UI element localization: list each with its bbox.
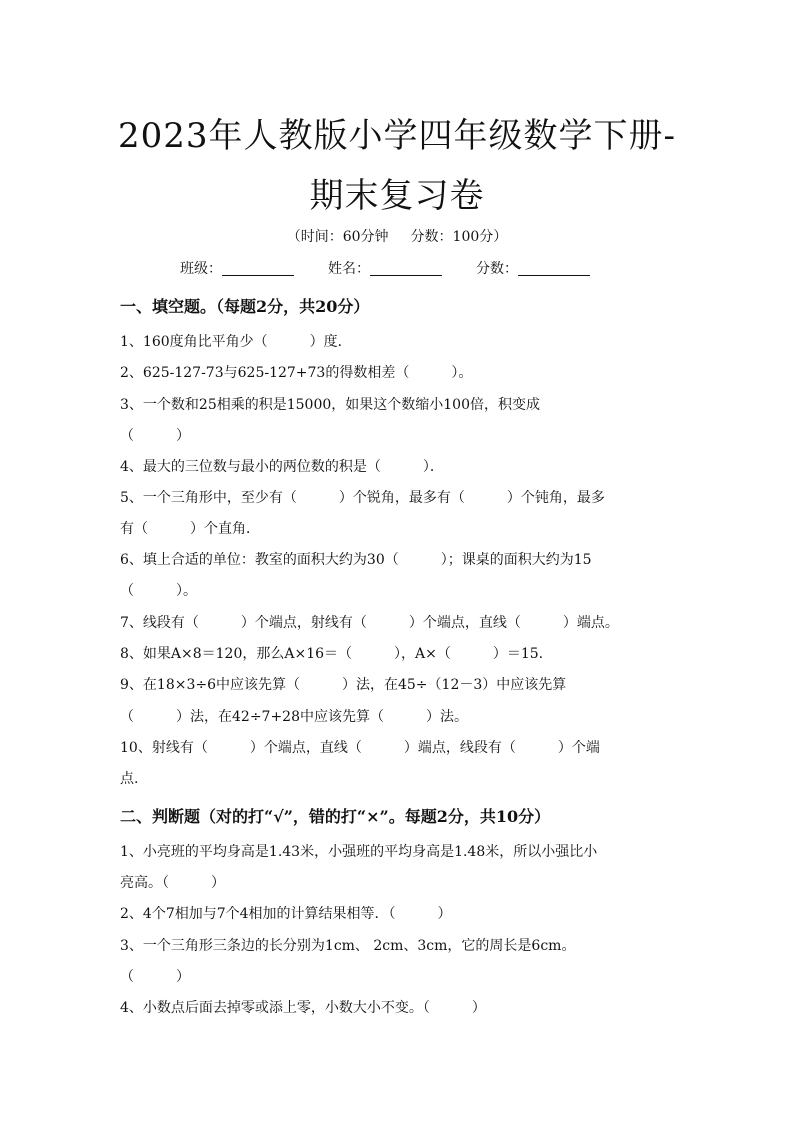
fill-line-7: 有（ ）个直角． <box>120 521 260 537</box>
judge-line-6: 4、小数点后面去掉零或添上零，小数大小不变。（ ） <box>120 1000 486 1016</box>
time-score-note <box>0 226 794 246</box>
section-judge-heading: 二、判断题（对的打“√”，错的打“×”。每题2分，共10分） <box>120 807 551 826</box>
fill-line-4: （ ） <box>120 428 190 444</box>
score-note: 分数：100分） <box>410 229 508 245</box>
name-label: 姓名： <box>328 261 370 277</box>
fill-line-12: 9、在18×3÷6中应该先算（ ）法，在45÷（12－3）中应该先算 <box>120 677 567 693</box>
fill-line-9: （ ）。 <box>120 583 197 599</box>
fill-line-5: 4、最大的三位数与最小的两位数的积是（ ）． <box>120 459 444 475</box>
fill-line-1: 1、160度角比平角少（ ）度． <box>120 334 352 350</box>
title-line-2: 期末复习卷 <box>309 176 485 216</box>
judge-line-3: 2、4个7相加与7个4相加的计算结果相等．（ ） <box>120 906 452 922</box>
fill-line-11: 8、如果A×8＝120，那么A×16＝（ ），A×（ ）＝15. <box>120 646 544 662</box>
name-blank[interactable] <box>370 261 442 276</box>
section-fill-heading: 一、填空题。（每题2分，共20分） <box>120 297 370 316</box>
judge-line-5: （ ） <box>120 969 190 985</box>
student-info-row <box>180 258 624 278</box>
score-label: 分数： <box>476 261 518 277</box>
fill-line-14: 10、射线有（ ）个端点，直线（ ）端点，线段有（ ）个端 <box>120 740 600 756</box>
class-label: 班级： <box>180 261 222 277</box>
fill-line-2: 2、625-127-73与625-127+73的得数相差（ ）。 <box>120 365 473 381</box>
fill-line-6: 5、一个三角形中，至少有（ ）个锐角，最多有（ ）个钝角，最多 <box>120 490 605 506</box>
fill-line-15: 点. <box>120 771 139 787</box>
time-note: （时间：60分钟 <box>286 229 389 245</box>
class-blank[interactable] <box>222 261 294 276</box>
fill-line-13: （ ）法，在42÷7+28中应该先算（ ）法。 <box>120 709 468 725</box>
score-blank[interactable] <box>518 261 590 276</box>
fill-line-3: 3、一个数和25相乘的积是15000，如果这个数缩小100倍，积变成 <box>120 397 540 413</box>
judge-line-2: 亮高。（ ） <box>120 875 225 891</box>
title-line-1: 2023年人教版小学四年级数学下册- <box>117 116 676 156</box>
fill-line-10: 7、线段有（ ）个端点，射线有（ ）个端点，直线（ ）端点。 <box>120 615 619 631</box>
judge-line-4: 3、一个三角形三条边的长分别为1cm、 2cm、3cm，它的周长是6cm。 <box>120 938 576 954</box>
judge-line-1: 1、小亮班的平均身高是1.43米，小强班的平均身高是1.48米，所以小强比小 <box>120 844 598 860</box>
fill-line-8: 6、填上合适的单位：教室的面积大约为30（ ）；课桌的面积大约为15 <box>120 552 592 568</box>
